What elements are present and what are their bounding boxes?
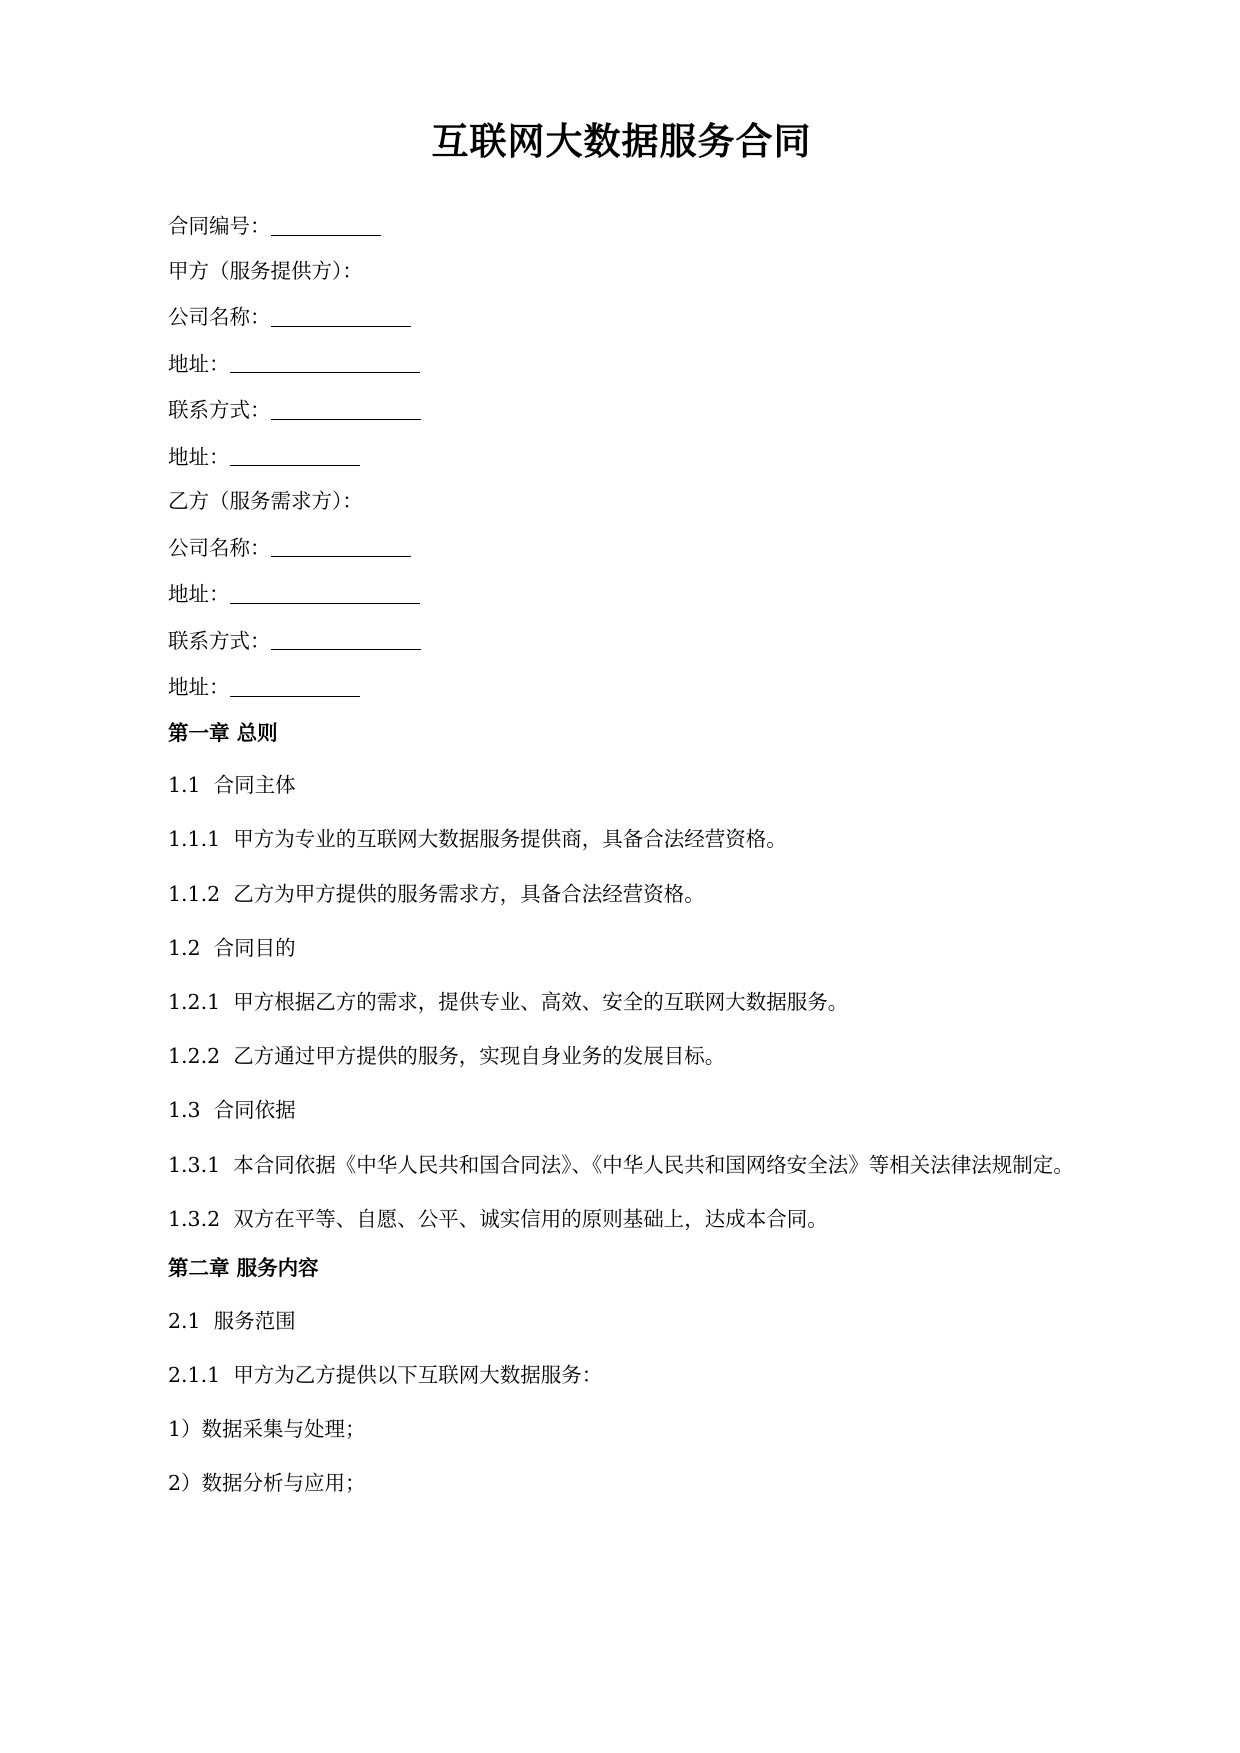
form-field-blank[interactable] <box>271 305 411 327</box>
form-field-blank[interactable] <box>271 398 421 420</box>
form-field-row <box>168 582 1075 605</box>
form-field-row <box>168 305 1075 328</box>
body-paragraph: 1.3 合同依据 <box>168 1098 296 1123</box>
form-field-label: 地址： <box>168 351 230 376</box>
form-field-row <box>168 258 1075 283</box>
form-field-row <box>168 214 1075 237</box>
form-field-blank[interactable] <box>230 352 420 374</box>
body-paragraph: 2）数据分析与应用； <box>168 1471 366 1496</box>
form-field-row <box>168 445 1075 468</box>
body-paragraph: 1.1.2 乙方为甲方提供的服务需求方，具备合法经营资格。 <box>168 881 705 906</box>
form-field-blank[interactable] <box>271 214 381 236</box>
form-field-label: 地址： <box>168 675 230 700</box>
form-field-row <box>168 536 1075 559</box>
form-field-label: 地址： <box>168 444 230 469</box>
header-fields-block <box>168 214 1075 698</box>
chapter-heading: 第二章 服务内容 <box>168 1255 319 1280</box>
form-field-label: 甲方（服务提供方）： <box>168 258 363 283</box>
body-paragraph: 1.3.1 本合同依据《中华人民共和国合同法》、《中华人民共和国网络安全法》等相关法律法规制定。 <box>168 1152 1074 1177</box>
form-field-blank[interactable] <box>230 582 420 604</box>
form-field-row <box>168 491 1075 512</box>
form-field-blank[interactable] <box>230 675 360 697</box>
body-paragraph: 1.2 合同目的 <box>168 935 296 960</box>
page-title: 互联网大数据服务合同 <box>431 120 812 163</box>
body-paragraph: 1）数据采集与处理； <box>168 1416 366 1441</box>
body-paragraph: 1.2.2 乙方通过甲方提供的服务，实现自身业务的发展目标。 <box>168 1044 726 1069</box>
chapter-heading: 第一章 总则 <box>168 720 278 745</box>
form-field-blank[interactable] <box>271 536 411 558</box>
body-paragraph: 2.1.1 甲方为乙方提供以下互联网大数据服务： <box>168 1362 603 1387</box>
form-field-label: 乙方（服务需求方）： <box>168 489 363 514</box>
form-field-row <box>168 352 1075 375</box>
form-field-label: 联系方式： <box>168 398 271 423</box>
form-field-row <box>168 675 1075 698</box>
body-paragraph: 1.2.1 甲方根据乙方的需求，提供专业、高效、安全的互联网大数据服务。 <box>168 989 849 1014</box>
form-field-label: 公司名称： <box>168 535 271 560</box>
form-field-blank[interactable] <box>230 445 360 467</box>
form-field-label: 公司名称： <box>168 305 271 330</box>
body-paragraph: 1.1.1 甲方为专业的互联网大数据服务提供商，具备合法经营资格。 <box>168 827 787 852</box>
form-field-blank[interactable] <box>271 629 421 651</box>
body-paragraph: 2.1 服务范围 <box>168 1308 296 1333</box>
body-paragraph: 1.1 合同主体 <box>168 773 296 798</box>
form-field-label: 联系方式： <box>168 628 271 653</box>
form-field-row <box>168 629 1075 652</box>
form-field-label: 合同编号： <box>168 214 271 239</box>
form-field-label: 地址： <box>168 582 230 607</box>
document-body <box>168 722 1075 1501</box>
body-paragraph: 1.3.2 双方在平等、自愿、公平、诚实信用的原则基础上，达成本合同。 <box>168 1206 828 1231</box>
form-field-row <box>168 398 1075 421</box>
